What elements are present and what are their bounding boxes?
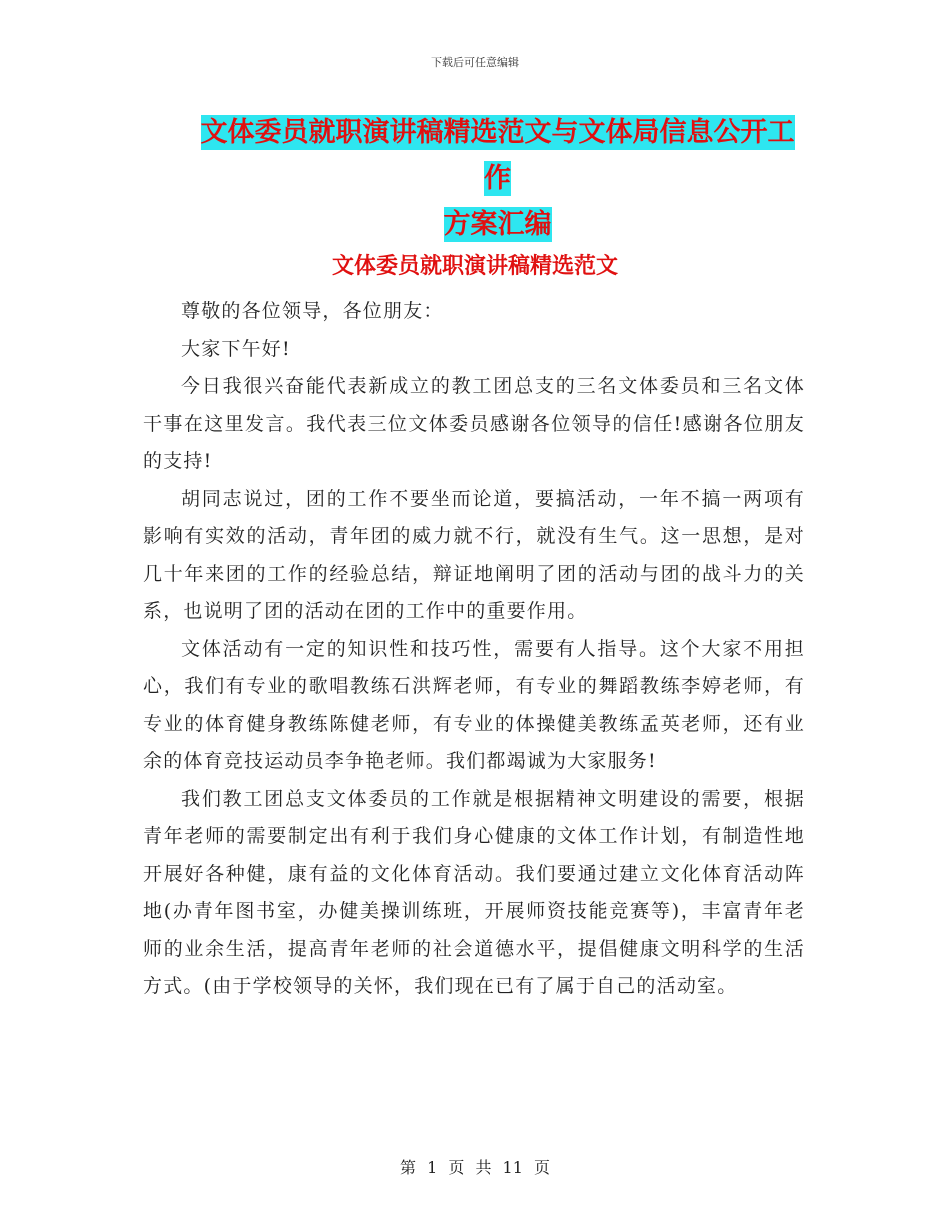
paragraph: 文体活动有一定的知识性和技巧性，需要有人指导。这个大家不用担心，我们有专业的歌唱教练石洪辉老师，有专业的舞蹈教练李婷老师，有专业的体育健身教练陈健老师，有专业的体操健美教练孟英老师，还有业余的体育竞技运动员李争艳老师。我们都竭诚为大家服务! <box>143 637 805 772</box>
body-text <box>143 293 805 1006</box>
page-footer: 第 1 页 共 11 页 <box>400 1158 550 1177</box>
paragraph: 大家下午好! <box>181 337 291 360</box>
header-note: 下载后可任意编辑 <box>431 56 519 69</box>
title-line-2: 方案汇编 <box>443 209 552 240</box>
paragraph: 尊敬的各位领导，各位朋友： <box>181 300 444 322</box>
paragraph: 我们教工团总支文体委员的工作就是根据精神文明建设的需要，根据青年老师的需要制定出有利于我们身心健康的文体工作计划，有制造性地开展好各种健，康有益的文化体育活动。我们要通过建立文化体育活动阵地(办青年图书室，办健美操训练班，开展师资技能竞赛等)，丰富青年老师的业余生活，提高青年老师的社会道德水平，提倡健康文明科学的生活方式。(由于学校领导的关怀，我们现在已有了属于自己的活动室。 <box>143 787 805 997</box>
document-title <box>190 110 805 248</box>
title-line-1: 文体委员就职演讲稿精选范文与文体局信息公开工作 <box>200 117 795 194</box>
paragraph: 今日我很兴奋能代表新成立的教工团总支的三名文体委员和三名文体干事在这里发言。我代表三位文体委员感谢各位领导的信任!感谢各位朋友的支持! <box>143 375 805 472</box>
section-title: 文体委员就职演讲稿精选范文 <box>331 254 618 279</box>
paragraph: 胡同志说过，团的工作不要坐而论道，要搞活动，一年不搞一两项有影响有实效的活动，青年团的威力就不行，就没有生气。这一思想，是对几十年来团的工作的经验总结，辩证地阐明了团的活动与团的战斗力的关系，也说明了团的活动在团的工作中的重要作用。 <box>143 487 805 622</box>
